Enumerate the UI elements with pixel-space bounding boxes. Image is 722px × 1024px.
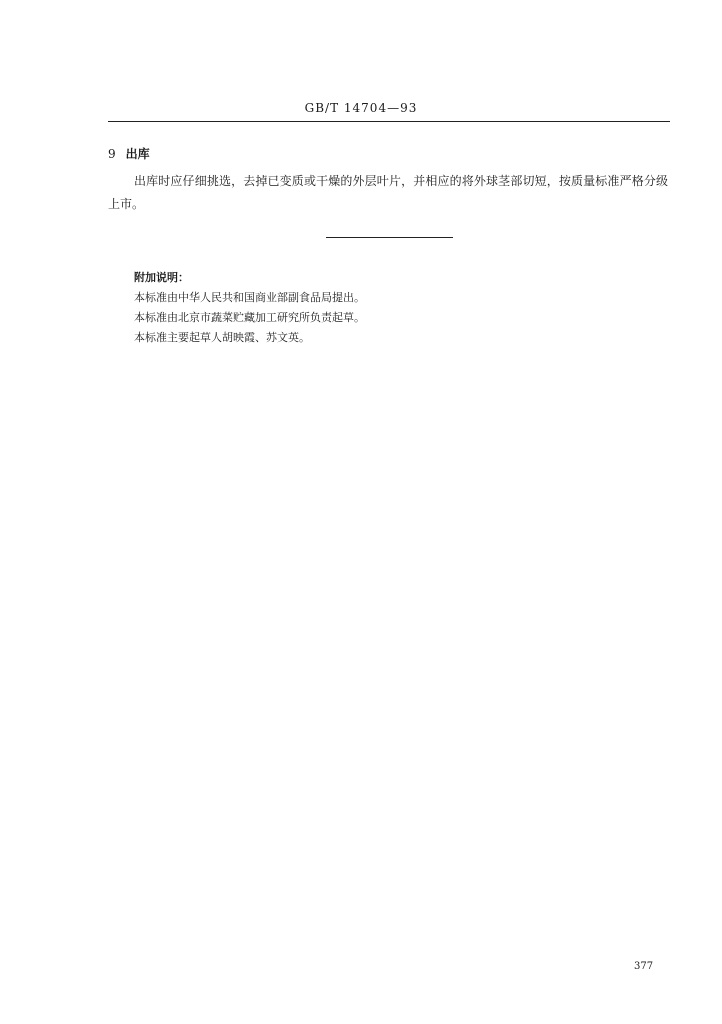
- notes-line: 本标准由北京市蔬菜贮藏加工研究所负责起草。: [134, 311, 365, 324]
- standard-code-header: GB/T 14704—93: [304, 101, 418, 115]
- notes-line: 本标准主要起草人胡映霞、苏文英。: [134, 331, 310, 344]
- section-heading: [108, 145, 150, 162]
- header-rule: [108, 121, 670, 122]
- page-number: 377: [634, 961, 654, 972]
- additional-notes: [134, 268, 365, 348]
- notes-line: 本标准由中华人民共和国商业部副食品局提出。: [134, 291, 365, 304]
- end-of-text-rule: [326, 237, 453, 238]
- section-paragraph: 出库时应仔细挑选，去掉已变质或干燥的外层叶片，并相应的将外球茎部切短，按质量标准严格分级上市。: [108, 174, 668, 211]
- section-number: 9: [108, 147, 116, 161]
- notes-title: 附加说明：: [134, 271, 189, 284]
- section-title: 出库: [125, 147, 150, 161]
